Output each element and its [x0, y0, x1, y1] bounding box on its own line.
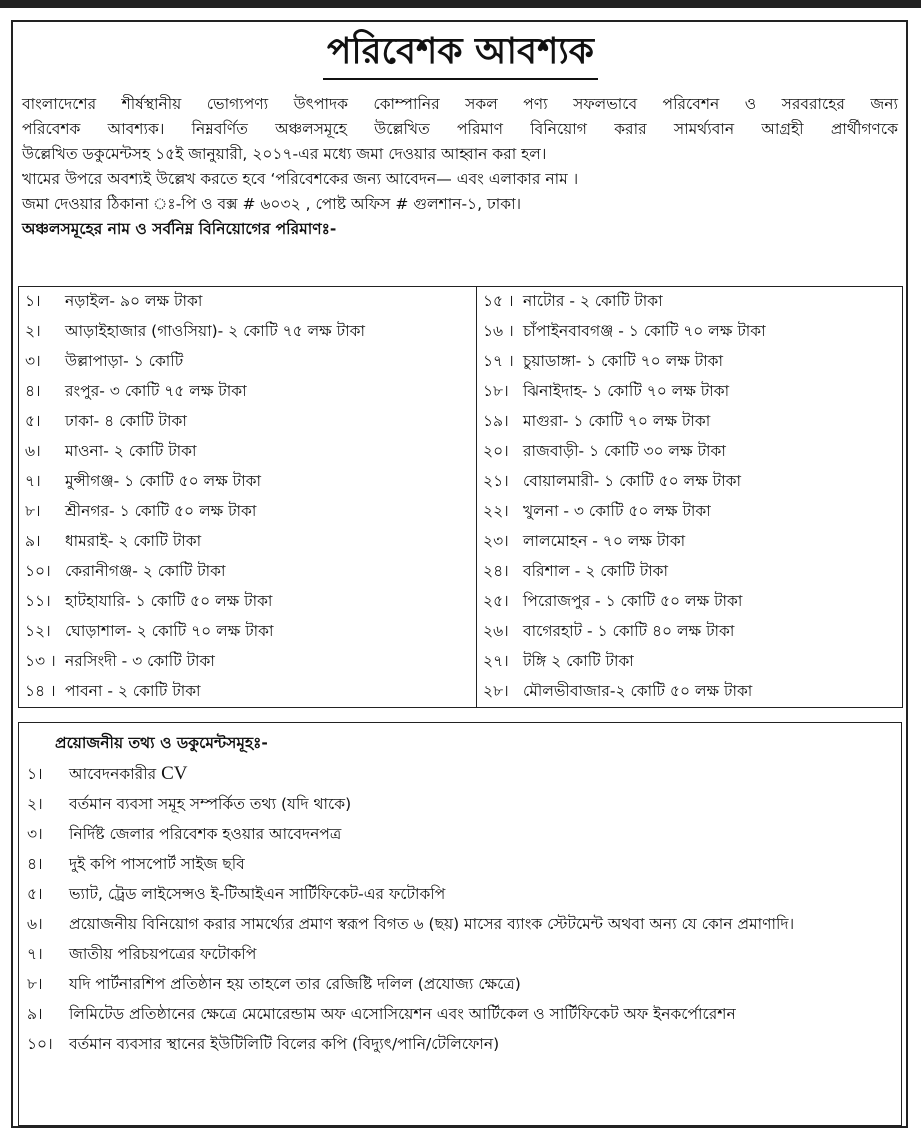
region-cell-right	[477, 407, 903, 437]
region-cell-right	[477, 587, 903, 617]
document-item	[27, 849, 887, 879]
ad-title: পরিবেশক আবশ্যক	[323, 28, 598, 80]
document-item	[27, 969, 887, 999]
region-row	[19, 377, 903, 407]
region-cell-right	[477, 617, 903, 647]
document-text-main: প্রয়োজনীয় বিনিয়োগ করার সামর্থ্যের প্রমাণ স্বরূপ বিগত ৬ (ছয়) মাসের ব্যাংক স্টেটমেন্ট অথবা অন্য যে কোন প্রমাণাদি।	[69, 915, 795, 933]
regions-heading: অঞ্চলসমূহের নাম ও সর্বনিম্ন বিনিয়োগের পরিমাণঃ-	[22, 220, 337, 238]
region-text: বোয়ালমারী- ১ কোটি ৫০ লক্ষ টাকা	[523, 472, 741, 490]
region-number: ১।	[25, 292, 41, 310]
region-row	[19, 587, 903, 617]
region-text: পাবনা - ২ কোটি টাকা	[65, 682, 201, 700]
region-number: ২৫।	[483, 592, 509, 610]
region-number: ১৬ ।	[483, 322, 514, 340]
region-text: টঙ্গি ২ কোটি টাকা	[523, 652, 634, 670]
top-rule	[0, 0, 921, 8]
region-cell-right	[477, 317, 903, 347]
region-text: ধামরাই- ২ কোটি টাকা	[65, 532, 202, 550]
document-number: ৬।	[27, 915, 43, 933]
region-row	[19, 557, 903, 587]
region-number: ২৭।	[483, 652, 509, 670]
intro-line-1: বাংলাদেশের শীর্ষস্থানীয় ভোগ্যপণ্য উৎপাদক কোম্পানির সকল পণ্য সফলভাবে পরিবেশন ও সরবরাহের জন্য	[22, 95, 898, 113]
region-number: ৩।	[25, 352, 41, 370]
document-text	[69, 909, 887, 939]
region-cell-left	[19, 497, 477, 527]
region-number: ১৫ ।	[483, 292, 514, 310]
region-cell-right	[477, 437, 903, 467]
document-text	[69, 879, 887, 909]
envelope-note: খামের উপরে অবশ্যই উল্লেখ করতে হবে ‘পরিবেশকের জন্য আবেদন— এবং এলাকার নাম ।	[22, 170, 579, 188]
region-cell-right	[477, 347, 903, 377]
region-text: মুন্সীগঞ্জ- ১ কোটি ৫০ লক্ষ টাকা	[65, 472, 261, 490]
region-number: ১৮।	[483, 382, 509, 400]
region-cell-left	[19, 347, 477, 377]
region-row	[19, 347, 903, 377]
region-number: ১১।	[25, 592, 51, 610]
document-text-main: যদি পার্টনারশিপ প্রতিষ্ঠান হয় তাহলে তার রেজিষ্টি দলিল (প্রযোজ্য ক্ষেত্রে)	[69, 975, 521, 993]
region-cell-left	[19, 677, 477, 708]
region-number: ৯।	[25, 532, 41, 550]
intro-line-2: পরিবেশক আবশ্যক। নিম্নবর্ণিত অঞ্চলসমূহে উল্লেখিত পরিমাণ বিনিয়োগ করার সামর্থ্যবান আগ্রহী প্রার্থীগণকে	[22, 120, 898, 138]
region-cell-right	[477, 527, 903, 557]
region-row	[19, 497, 903, 527]
document-text-main: জাতীয় পরিচয়পত্রের ফটোকপি	[69, 945, 257, 963]
regions-table	[18, 286, 903, 708]
intro-line-3: উল্লেখিত ডকুমেন্টসহ ১৫ই জানুয়ারী, ২০১৭-এর মধ্যে জমা দেওয়ার আহ্বান করা হল।	[22, 145, 547, 163]
region-cell-left	[19, 587, 477, 617]
region-text: মাওনা- ২ কোটি টাকা	[65, 442, 197, 460]
document-number: ৫।	[27, 885, 43, 903]
region-text: উল্লাপাড়া- ১ কোটি	[65, 352, 184, 370]
region-text: রাজবাড়ী- ১ কোটি ৩০ লক্ষ টাকা	[523, 442, 726, 460]
region-text: নাটোর - ২ কোটি টাকা	[523, 292, 663, 310]
region-text: হাটহাযারি- ১ কোটি ৫০ লক্ষ টাকা	[65, 592, 273, 610]
region-cell-left	[19, 557, 477, 587]
region-number: ৭।	[25, 472, 41, 490]
region-text: ঘোড়াশাল- ২ কোটি ৭০ লক্ষ টাকা	[65, 622, 274, 640]
region-text: নড়াইল- ৯০ লক্ষ টাকা	[65, 292, 203, 310]
region-number: ৬।	[25, 442, 41, 460]
region-number: ৫।	[25, 412, 41, 430]
region-number: ২০।	[483, 442, 509, 460]
document-text	[69, 999, 887, 1029]
region-text: ঝিনাইদাহ- ১ কোটি ৭০ লক্ষ টাকা	[523, 382, 730, 400]
document-text-main: বর্তমান ব্যবসা সমূহ সম্পর্কিত তথ্য (যদি থাকে)	[69, 795, 352, 813]
region-row	[19, 617, 903, 647]
region-text: খুলনা - ৩ কোটি ৫০ লক্ষ টাকা	[523, 502, 711, 520]
region-cell-right	[477, 677, 903, 708]
submission-address: জমা দেওয়ার ঠিকানা ঃ-পি ও বক্স # ৬০৩২ , পোষ্ট অফিস # গুলশান-১, ঢাকা।	[22, 195, 522, 213]
document-number: ৯।	[27, 1005, 43, 1023]
region-cell-left	[19, 407, 477, 437]
document-number: ৩।	[27, 825, 43, 843]
region-number: ৪।	[25, 382, 41, 400]
region-cell-right	[477, 557, 903, 587]
region-cell-left	[19, 617, 477, 647]
document-text	[69, 789, 887, 819]
region-number: ১২।	[25, 622, 51, 640]
region-text: চাঁপাইনবাবগঞ্জ - ১ কোটি ৭০ লক্ষ টাকা	[523, 322, 766, 340]
region-cell-left	[19, 317, 477, 347]
region-text: ঢাকা- ৪ কোটি টাকা	[65, 412, 187, 430]
document-text	[69, 849, 887, 879]
region-number: ২২।	[483, 502, 509, 520]
documents-heading: প্রয়োজনীয় তথ্য ও ডকুমেন্টসমূহঃ-	[55, 734, 268, 752]
region-text: মৌলভীবাজার-২ কোটি ৫০ লক্ষ টাকা	[523, 682, 753, 700]
document-item	[27, 789, 887, 819]
region-cell-left	[19, 377, 477, 407]
region-cell-left	[19, 647, 477, 677]
region-cell-left	[19, 467, 477, 497]
region-row	[19, 467, 903, 497]
ad-title-wrap	[0, 28, 921, 80]
document-text-main: আবেদনকারীর	[69, 765, 157, 783]
document-number: ২।	[27, 795, 43, 813]
region-cell-left	[19, 287, 477, 318]
document-number: ৮।	[27, 975, 43, 993]
region-text: আড়াইহাজার (গাওসিয়া)- ২ কোটি ৭৫ লক্ষ টাকা	[65, 322, 365, 340]
document-number: ৭।	[27, 945, 43, 963]
document-item	[27, 939, 887, 969]
region-row	[19, 317, 903, 347]
region-row	[19, 527, 903, 557]
document-text	[69, 759, 887, 789]
document-text	[69, 819, 887, 849]
document-text-main: লিমিটেড প্রতিষ্ঠানের ক্ষেত্রে মেমোরেন্ডাম অফ এসোসিয়েশন এবং আর্টিকেল ও সার্টিফিকেট অফ ইনকর্পোরেশন	[69, 1005, 736, 1023]
region-cell-right	[477, 287, 903, 318]
region-text: বাগেরহাট - ১ কোটি ৪০ লক্ষ টাকা	[523, 622, 735, 640]
region-row	[19, 407, 903, 437]
documents-box	[18, 722, 902, 1126]
region-number: ১৭ ।	[483, 352, 514, 370]
region-number: ১৯।	[483, 412, 509, 430]
document-text	[69, 1029, 887, 1059]
document-text-main: বর্তমান ব্যবসার স্থানের ইউটিলিটি বিলের কপি (বিদ্যুৎ/পানি/টেলিফোন)	[69, 1035, 500, 1053]
region-cell-left	[19, 527, 477, 557]
region-text: পিরোজপুর - ১ কোটি ৫০ লক্ষ টাকা	[523, 592, 743, 610]
document-item	[27, 819, 887, 849]
region-number: ১৪ ।	[25, 682, 56, 700]
region-text: মাগুরা- ১ কোটি ৭০ লক্ষ টাকা	[523, 412, 711, 430]
region-cell-left	[19, 437, 477, 467]
region-number: ২।	[25, 322, 41, 340]
region-text: কেরানীগঞ্জ- ২ কোটি টাকা	[65, 562, 226, 580]
region-text: চুয়াডাঙ্গা- ১ কোটি ৭০ লক্ষ টাকা	[523, 352, 724, 370]
document-item	[27, 909, 887, 939]
region-text: বরিশাল - ২ কোটি টাকা	[523, 562, 668, 580]
region-cell-right	[477, 377, 903, 407]
region-number: ২৩।	[483, 532, 509, 550]
region-row	[19, 677, 903, 708]
document-number: ৪।	[27, 855, 43, 873]
region-row	[19, 287, 903, 318]
document-number: ১০।	[27, 1035, 53, 1053]
document-item	[27, 879, 887, 909]
document-text-suffix: CV	[161, 763, 188, 784]
region-cell-right	[477, 647, 903, 677]
document-item	[27, 759, 887, 789]
document-number: ১।	[27, 765, 43, 783]
region-number: ২৬।	[483, 622, 509, 640]
region-text: লালমোহন - ৭০ লক্ষ টাকা	[523, 532, 686, 550]
region-cell-right	[477, 467, 903, 497]
region-text: নরসিংদী - ৩ কোটি টাকা	[65, 652, 215, 670]
region-row	[19, 437, 903, 467]
document-text	[69, 969, 887, 999]
region-number: ১০।	[25, 562, 51, 580]
region-text: রংপুর- ৩ কোটি ৭৫ লক্ষ টাকা	[65, 382, 247, 400]
region-cell-right	[477, 497, 903, 527]
region-number: ৮।	[25, 502, 41, 520]
documents-list	[27, 759, 887, 1059]
region-number: ২৪।	[483, 562, 509, 580]
intro-text	[22, 92, 898, 242]
document-text-main: ভ্যাট, ট্রেড লাইসেন্সও ই-টিআইএন সার্টিফিকেট-এর ফটোকপি	[69, 885, 446, 903]
document-item	[27, 1029, 887, 1059]
region-text: শ্রীনগর- ১ কোটি ৫০ লক্ষ টাকা	[65, 502, 257, 520]
region-row	[19, 647, 903, 677]
document-item	[27, 999, 887, 1029]
region-number: ১৩ ।	[25, 652, 56, 670]
region-number: ২৮।	[483, 682, 509, 700]
document-text-main: দুই কপি পাসপোর্ট সাইজ ছবি	[69, 855, 245, 873]
region-number: ২১।	[483, 472, 509, 490]
document-text	[69, 939, 887, 969]
document-text-main: নির্দিষ্ট জেলার পরিবেশক হওয়ার আবেদনপত্র	[69, 825, 342, 843]
